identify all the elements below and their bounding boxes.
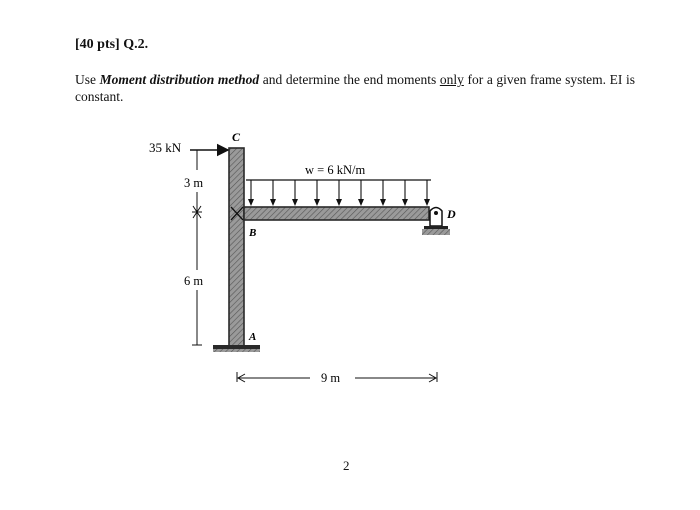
method-name: Moment distribution method bbox=[99, 72, 260, 87]
question-middle: and determine the end moments bbox=[259, 72, 440, 87]
load-arrow-head bbox=[314, 199, 320, 206]
load-arrow-head bbox=[358, 199, 364, 206]
load-arrow-head bbox=[380, 199, 386, 206]
load-arrow-head bbox=[402, 199, 408, 206]
question-intro: Use bbox=[75, 72, 100, 87]
emphasis-only: only bbox=[439, 72, 464, 87]
question-heading: [40 pts] Q.2. bbox=[75, 37, 149, 52]
load-arrow-head bbox=[248, 199, 254, 206]
load-arrows bbox=[248, 180, 430, 206]
node-c-label: C bbox=[232, 130, 241, 144]
force-label: 35 kN bbox=[149, 140, 182, 155]
load-arrow-head bbox=[292, 199, 298, 206]
node-b-label: B bbox=[249, 227, 257, 239]
question-end: for a given frame system. EI is constant. bbox=[75, 72, 636, 104]
page-number: 2 bbox=[343, 458, 350, 473]
fixed-support-a bbox=[213, 345, 260, 352]
column-member bbox=[229, 148, 244, 346]
beam-member bbox=[244, 207, 429, 220]
node-d-label: D bbox=[447, 207, 456, 221]
dim-upper-label: 3 m bbox=[184, 176, 204, 190]
load-arrow-head bbox=[336, 199, 342, 206]
dim-span-label: 9 m bbox=[321, 371, 341, 385]
dim-lower-label: 6 m bbox=[184, 274, 204, 288]
load-label: w = 6 kN/m bbox=[305, 163, 366, 177]
load-arrow-head bbox=[270, 199, 276, 206]
load-arrow-head bbox=[424, 199, 430, 206]
node-a-label: A bbox=[249, 331, 257, 343]
